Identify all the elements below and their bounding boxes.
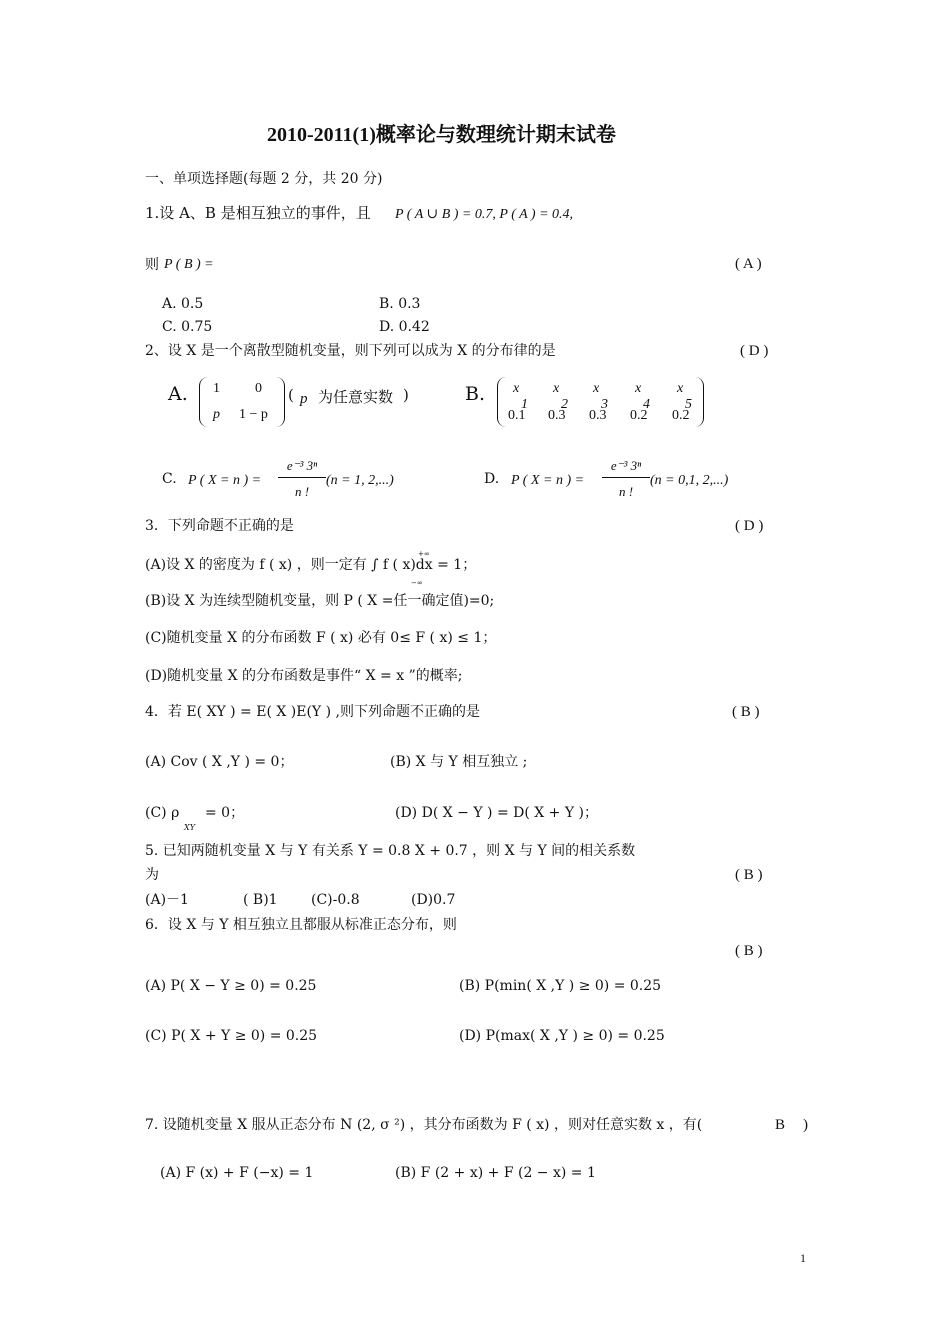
q2-option-d-lhs: P ( X = n ) =: [511, 473, 585, 488]
matrix-cell: x: [513, 381, 520, 396]
q2-answer: ( D ): [740, 343, 769, 359]
matrix-subscript: 5: [685, 397, 692, 412]
fraction-numerator: e⁻³ 3ⁿ: [278, 458, 326, 478]
matrix-cell: 0.3: [548, 408, 566, 423]
q4-option-a: (A) Cov ( X ,Y ) = 0；: [145, 754, 294, 770]
section-header: 一、单项选择题(每题 2 分，共 20 分): [145, 171, 383, 187]
q6-option-d: (D) P(max( X ,Y ) ≥ 0) = 0.25: [459, 1028, 665, 1044]
q5-answer: ( B ): [735, 867, 763, 883]
q2-option-a-note: 为任意实数: [318, 388, 394, 406]
fraction-numerator: e⁻³ 3ⁿ: [602, 458, 650, 478]
q2-option-d-label: D.: [484, 471, 500, 487]
q6-answer: ( B ): [735, 943, 763, 959]
q6-option-a: (A) P( X − Y ≥ 0) = 0.25: [145, 978, 317, 994]
q1-option-a: A. 0.5: [162, 296, 204, 312]
matrix-cell: x: [553, 381, 560, 396]
matrix-cell: 1: [213, 381, 220, 396]
rho-subscript: XY: [184, 823, 195, 832]
q2-option-d-rhs: (n = 0,1, 2,...): [650, 473, 729, 488]
matrix-subscript: 1: [521, 397, 528, 412]
q2-option-a-p: p: [300, 391, 308, 407]
matrix-cell: 0: [255, 381, 262, 396]
q2-text: 2、设 X 是一个离散型随机变量，则下列可以成为 X 的分布律的是: [145, 343, 556, 359]
q7-option-a: (A) F (x) + F (−x) = 1: [160, 1165, 314, 1181]
q2-option-d-fraction: [602, 458, 650, 500]
q3-option-b: (B)设 X 为连续型随机变量，则 P ( X =任一确定值)=0;: [145, 593, 495, 609]
q1-pb-formula: P ( B ) =: [164, 257, 214, 272]
matrix-subscript: 4: [643, 397, 650, 412]
matrix-cell: x: [593, 381, 600, 396]
q5-option-c: (C)-0.8: [311, 892, 360, 908]
q2-option-a-label: A.: [168, 383, 188, 405]
q7-answer: B: [775, 1117, 786, 1133]
matrix-cell: 0.2: [672, 408, 690, 423]
q4-option-c-rest: = 0；: [205, 805, 245, 821]
q7-answer-close: ): [803, 1117, 808, 1133]
q1-option-b: B. 0.3: [379, 296, 421, 312]
q2-option-b-matrix: [497, 377, 704, 427]
q5-option-d: (D)0.7: [411, 892, 456, 908]
q3-option-c: (C)随机变量 X 的分布函数 F ( x) 必有 0≤ F ( x) ≤ 1；: [145, 630, 497, 646]
q2-option-b-label: B.: [465, 383, 486, 405]
q6-option-c: (C) P( X + Y ≥ 0) = 0.25: [145, 1028, 318, 1044]
integral-lower-limit: −∞: [411, 579, 423, 587]
fraction-denominator: n !: [294, 484, 310, 499]
q1-text: 1.设 A、B 是相互独立的事件，且: [145, 204, 371, 222]
q1-answer: ( A ): [735, 256, 762, 272]
q2-option-a-matrix: [199, 377, 285, 427]
q2-option-a-paren-open: (: [288, 386, 294, 404]
matrix-cell: 0.3: [589, 408, 607, 423]
q6-option-b: (B) P(min( X ,Y ) ≥ 0) = 0.25: [459, 978, 662, 994]
q4-option-b: (B) X 与 Y 相互独立 ;: [390, 754, 528, 770]
q2-option-c-rhs: (n = 1, 2,...): [326, 473, 394, 488]
q3-answer: ( D ): [735, 518, 764, 534]
q1-option-d: D. 0.42: [379, 319, 430, 335]
matrix-cell: x: [677, 381, 684, 396]
matrix-cell: p: [213, 407, 220, 422]
matrix-cell: 1 − p: [239, 407, 268, 422]
q7-option-b: (B) F (2 + x) + F (2 − x) = 1: [395, 1165, 596, 1181]
fraction-denominator: n !: [618, 484, 634, 499]
q2-option-a-paren-close: ): [403, 386, 409, 404]
page-title: 2010-2011(1)概率论与数理统计期末试卷: [267, 124, 616, 146]
integral-upper-limit: +∞: [418, 550, 430, 558]
q7-text: 7. 设随机变量 X 服从正态分布 N (2, σ ²) ，其分布函数为 F ( x) ，则对任意实数 x ，有(: [145, 1117, 703, 1133]
matrix-cell: x: [635, 381, 642, 396]
q4-text: 4．若 E( XY ) = E( X )E(Y ) ,则下列命题不正确的是: [145, 704, 480, 720]
q5-option-b: ( B)1: [243, 892, 278, 908]
q1-then: 则: [145, 257, 159, 273]
q3-option-a: (A)设 X 的密度为 f ( x) ，则一定有 ∫ f ( x)dx = 1；: [145, 557, 477, 573]
page-number: 1: [800, 1251, 806, 1265]
q3-text: 3．下列命题不正确的是: [145, 518, 294, 534]
q6-text: 6．设 X 与 Y 相互独立且都服从标准正态分布，则: [145, 917, 457, 933]
q5-text: 5. 已知两随机变量 X 与 Y 有关系 Y = 0.8 X + 0.7 ，则 X 与 Y 间的相关系数: [145, 843, 636, 859]
matrix-cell: 0.1: [508, 408, 526, 423]
matrix-subscript: 3: [601, 397, 608, 412]
q4-option-c: (C) ρ: [145, 805, 180, 821]
q2-option-c-fraction: [278, 458, 326, 500]
q3-option-d: (D)随机变量 X 的分布函数是事件“ X = x ”的概率;: [145, 668, 463, 684]
q1-formula: P ( A ∪ B ) = 0.7, P ( A ) = 0.4,: [395, 207, 574, 222]
q2-option-c-label: C.: [162, 471, 177, 487]
q1-option-c: C. 0.75: [162, 319, 213, 335]
matrix-subscript: 2: [561, 397, 568, 412]
q4-option-d: (D) D( X − Y ) = D( X + Y )；: [395, 805, 599, 821]
matrix-cell: 0.2: [630, 408, 648, 423]
q5-text-cont: 为: [145, 867, 159, 883]
q5-option-a: (A)－1: [145, 892, 189, 908]
q4-answer: ( B ): [732, 704, 760, 720]
q2-option-c-lhs: P ( X = n ) =: [188, 473, 262, 488]
